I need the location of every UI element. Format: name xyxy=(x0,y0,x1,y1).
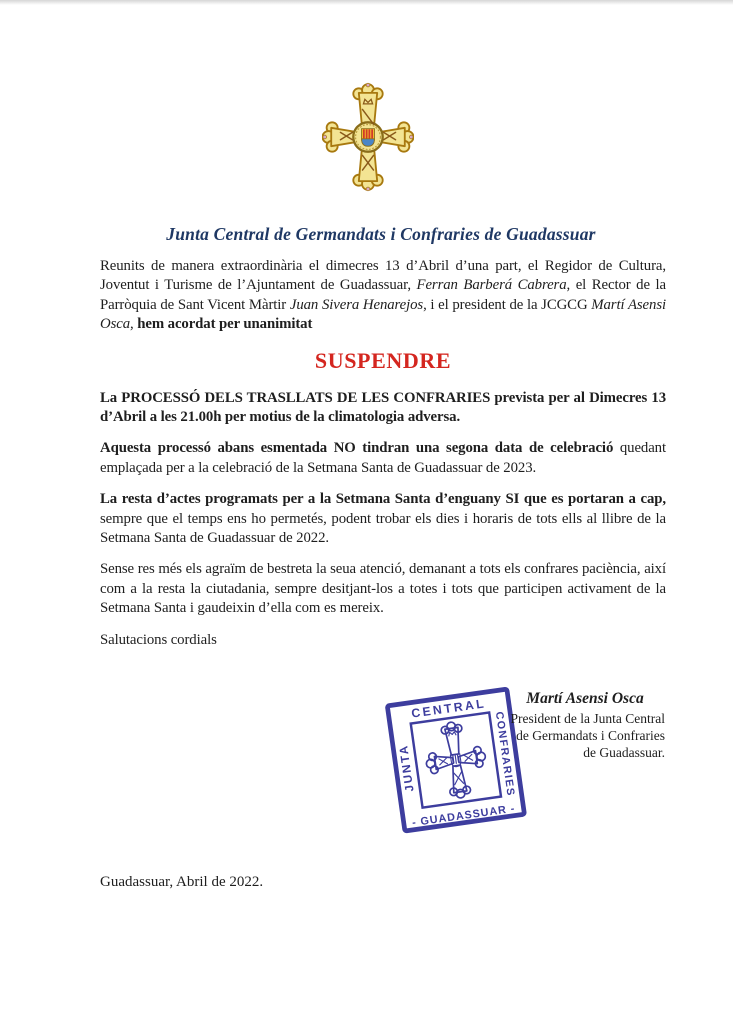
signature-role-line-2: de Germandats i Confraries xyxy=(516,728,665,743)
stamp-text-confraries: CONFRARIES xyxy=(492,710,517,798)
stamp-text-central: CENTRAL xyxy=(410,696,487,721)
suspend-heading: SUSPENDRE xyxy=(314,347,452,373)
stamp-cross-icon xyxy=(421,718,490,802)
signature-name: Martí Asensi Osca xyxy=(526,690,644,707)
signature-role-line-1: President de la Junta Central xyxy=(510,711,665,726)
paragraph-agraiment: Sense res més els agraïm de bestreta la seua atenció, demanant a tots els confrares paciència, així com a la resta la ciutadania, sempre desitjant-los a totes i tots que participen activament de la Setmana Santa i gaudeixin d’ella com es mereix. xyxy=(100,561,666,617)
scan-edge-artifact xyxy=(0,0,733,5)
paragraph-segona-data: Aquesta processó abans esmentada NO tindran una segona data de celebració quedant emplaçada per a la celebració de la Setmana Santa de Guadassuar de 2023. xyxy=(100,440,666,476)
date-line: Guadassuar, Abril de 2022. xyxy=(100,874,264,890)
closing-salutation: Salutacions cordials xyxy=(100,631,217,648)
letter-body xyxy=(100,257,666,662)
signature-block xyxy=(505,690,665,761)
stamp-text-junta: JUNTA xyxy=(397,743,417,793)
page-title: Junta Central de Germandats i Confraries de Guadassuar xyxy=(166,224,596,244)
jcgcg-cross-logo xyxy=(322,80,414,194)
paragraph-intro: Reunits de manera extraordinària el dimecres 13 d’Abril d’una part, el Regidor de Cultura, Joventut i Turisme de l’Ajuntament de Guadassuar, Ferran Barberá Cabrera, el Rector de la Parròquia de Sant Vicent Màrtir Juan Sivera Henarejos, i el president de la JCGCG Martí Asensi Osca, hem acordat per unanimitat xyxy=(100,258,666,333)
signature-role-line-3: de Guadassuar. xyxy=(583,745,665,760)
paragraph-processo: La PROCESSÓ DELS TRASLLATS DE LES CONFRARIES prevista per al Dimecres 13 d’Abril a les 21.00h per motius de la climatologia adversa. xyxy=(100,389,666,426)
stamp-text-guadassuar: - GUADASSUAR - xyxy=(411,802,517,830)
paragraph-resta-actes: La resta d’actes programats per a la Setmana Santa d’enguany SI que es portaran a cap, sempre que el temps ens ho permetés, podent trobar els dies i horaris de tots ells al llibre de la Setmana Santa de Guadassuar de 2022. xyxy=(100,491,666,547)
cross-emblem-icon xyxy=(322,80,414,194)
